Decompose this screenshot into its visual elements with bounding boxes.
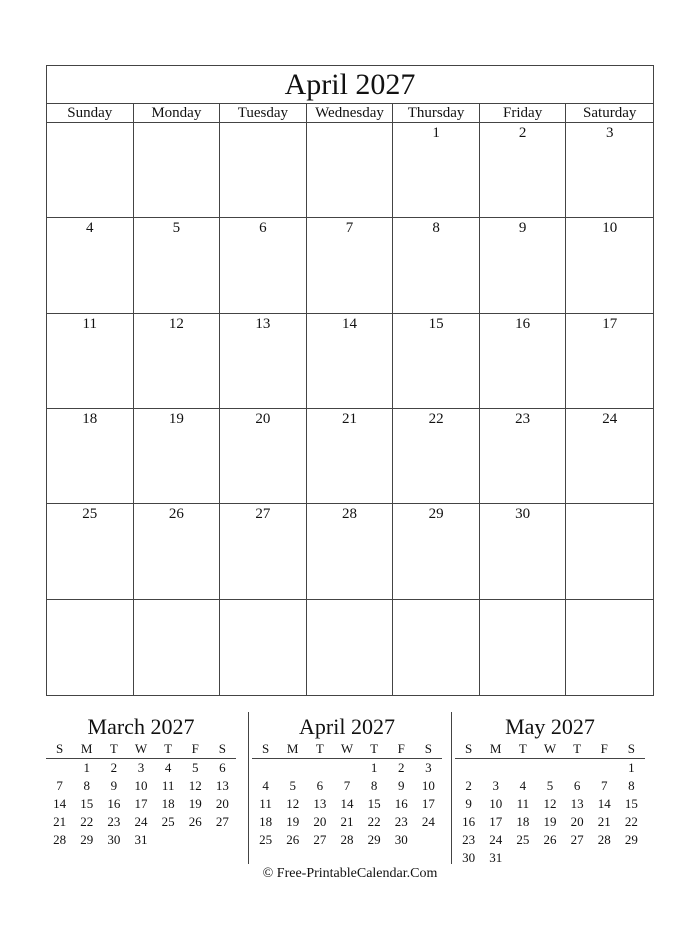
mini-weekday-row	[46, 741, 236, 759]
mini-day: 22	[624, 814, 638, 829]
mini-day: 8	[628, 778, 635, 793]
mini-day: 13	[313, 796, 327, 811]
weekday-label: Tuesday	[220, 104, 307, 122]
day-cell: 15	[393, 314, 480, 409]
mini-day: 8	[83, 778, 90, 793]
mini-day	[415, 831, 442, 849]
mini-weekday-label: S	[424, 741, 433, 756]
mini-weekday-label: M	[489, 741, 502, 756]
mini-day: 25	[516, 832, 530, 847]
mini-day: 9	[110, 778, 118, 793]
mini-weekday-label: S	[261, 741, 270, 756]
mini-day: 30	[107, 832, 121, 847]
mini-day: 20	[215, 796, 229, 811]
day-cell: 10	[566, 218, 653, 313]
mini-day	[333, 759, 360, 777]
day-cell	[220, 123, 307, 218]
day-cell: 1	[393, 123, 480, 218]
day-cell	[47, 600, 134, 695]
mini-day: 11	[161, 778, 175, 793]
mini-day: 4	[519, 778, 527, 793]
mini-day: 7	[601, 778, 608, 793]
mini-day: 19	[286, 814, 300, 829]
main-calendar	[46, 65, 654, 696]
day-cell: 6	[220, 218, 307, 313]
day-cell	[47, 123, 134, 218]
mini-weekday-label: M	[80, 741, 93, 756]
mini-day-grid	[455, 759, 645, 867]
mini-day: 27	[570, 832, 584, 847]
day-cell: 21	[307, 409, 394, 504]
mini-day	[306, 759, 333, 777]
mini-day: 28	[597, 832, 611, 847]
mini-day: 3	[137, 760, 145, 775]
mini-day: 24	[134, 814, 148, 829]
mini-day: 5	[289, 778, 296, 793]
mini-weekday-label: F	[191, 741, 199, 756]
mini-day: 8	[370, 778, 378, 793]
mini-day	[252, 759, 279, 777]
mini-day	[182, 831, 209, 849]
mini-day: 22	[367, 814, 381, 829]
day-cell	[566, 600, 653, 695]
mini-day: 12	[543, 796, 557, 811]
day-cell: 17	[566, 314, 653, 409]
mini-day: 26	[188, 814, 202, 829]
mini-day: 6	[573, 778, 581, 793]
mini-day: 28	[53, 832, 67, 847]
day-cell: 3	[566, 123, 653, 218]
mini-day: 25	[161, 814, 175, 829]
day-cell: 7	[307, 218, 394, 313]
mini-day: 31	[134, 832, 148, 847]
day-cell: 27	[220, 504, 307, 599]
mini-calendar-title: March 2027	[87, 714, 195, 739]
mini-day: 21	[597, 814, 611, 829]
mini-day: 14	[53, 796, 67, 811]
day-grid	[47, 123, 653, 695]
mini-day: 16	[462, 814, 476, 829]
mini-day: 3	[492, 778, 499, 793]
column-divider	[248, 712, 249, 864]
mini-day: 2	[398, 760, 405, 775]
mini-day	[591, 759, 618, 777]
mini-weekday-label: M	[286, 741, 299, 756]
mini-day	[536, 759, 563, 777]
day-cell: 13	[220, 314, 307, 409]
mini-day: 11	[259, 796, 272, 811]
mini-day: 26	[286, 832, 300, 847]
day-cell: 22	[393, 409, 480, 504]
weekday-label: Saturday	[583, 105, 637, 121]
day-cell: 23	[480, 409, 567, 504]
column-divider	[451, 712, 452, 864]
mini-weekday-label: F	[397, 741, 405, 756]
mini-day: 5	[192, 760, 199, 775]
mini-weekday-label: T	[164, 741, 173, 756]
mini-day: 18	[161, 796, 175, 811]
mini-calendar-april	[252, 714, 442, 849]
day-cell	[566, 504, 653, 599]
day-cell: 30	[480, 504, 567, 599]
mini-day	[564, 849, 591, 867]
mini-day: 2	[465, 778, 472, 793]
mini-day: 27	[313, 832, 327, 847]
mini-day: 10	[421, 778, 435, 793]
day-cell: 28	[307, 504, 394, 599]
mini-day	[564, 759, 591, 777]
mini-day: 17	[134, 796, 148, 811]
mini-weekday-label: W	[543, 741, 557, 756]
day-cell: 8	[393, 218, 480, 313]
mini-day: 10	[489, 796, 503, 811]
mini-day: 6	[219, 760, 226, 775]
day-cell	[134, 600, 221, 695]
mini-day: 29	[624, 832, 638, 847]
mini-day: 28	[340, 832, 354, 847]
mini-calendar-title: April 2027	[299, 714, 395, 739]
mini-day: 2	[110, 760, 118, 775]
mini-day: 3	[425, 760, 432, 775]
day-cell: 18	[47, 409, 134, 504]
weekday-label: Wednesday	[307, 104, 394, 122]
mini-weekday-label: S	[627, 741, 636, 756]
day-cell	[307, 123, 394, 218]
mini-day: 11	[516, 796, 530, 811]
mini-day: 20	[570, 814, 584, 829]
day-cell: 16	[480, 314, 567, 409]
mini-day: 13	[570, 796, 584, 811]
day-cell: 24	[566, 409, 653, 504]
mini-day: 26	[543, 832, 557, 847]
weekday-header-row	[47, 104, 653, 123]
weekday-label: Sunday	[47, 104, 134, 122]
day-cell	[393, 600, 480, 695]
mini-weekday-label: S	[464, 741, 473, 756]
mini-day	[209, 831, 236, 849]
mini-day: 14	[340, 796, 354, 811]
mini-day: 7	[56, 778, 63, 793]
mini-day: 12	[188, 778, 202, 793]
mini-day: 17	[489, 814, 503, 829]
mini-day: 30	[394, 832, 408, 847]
mini-calendar-may	[455, 714, 645, 867]
mini-day	[509, 759, 536, 777]
mini-day	[618, 849, 645, 867]
day-cell: 5	[134, 218, 221, 313]
mini-day: 1	[83, 760, 90, 775]
mini-day: 19	[188, 796, 202, 811]
mini-day: 14	[597, 796, 611, 811]
mini-day: 27	[215, 814, 229, 829]
calendar-title: April 2027	[47, 66, 653, 104]
mini-day: 30	[462, 850, 476, 865]
mini-weekday-label: T	[109, 741, 118, 756]
mini-day	[482, 759, 509, 777]
mini-day: 24	[489, 832, 503, 847]
mini-day	[155, 831, 182, 849]
day-cell: 14	[307, 314, 394, 409]
mini-day: 7	[343, 778, 351, 793]
mini-day	[536, 849, 563, 867]
mini-day: 15	[367, 796, 381, 811]
mini-day: 4	[164, 760, 172, 775]
mini-weekday-label: W	[340, 741, 354, 756]
day-cell: 26	[134, 504, 221, 599]
mini-day: 23	[462, 832, 476, 847]
mini-weekday-label: W	[134, 741, 148, 756]
mini-day: 6	[316, 778, 324, 793]
day-cell: 19	[134, 409, 221, 504]
mini-weekday-label: F	[600, 741, 608, 756]
mini-day: 31	[489, 850, 503, 865]
mini-weekday-label: T	[370, 741, 379, 756]
day-cell	[220, 600, 307, 695]
mini-day: 9	[398, 778, 405, 793]
mini-day: 23	[394, 814, 408, 829]
day-cell: 9	[480, 218, 567, 313]
mini-day: 29	[80, 832, 94, 847]
mini-day: 4	[262, 778, 269, 793]
day-cell	[134, 123, 221, 218]
mini-day: 9	[465, 796, 472, 811]
mini-day: 15	[80, 796, 94, 811]
mini-day: 21	[340, 814, 354, 829]
mini-day: 18	[259, 814, 273, 829]
mini-day: 13	[215, 778, 229, 793]
mini-weekday-row	[455, 741, 645, 759]
mini-calendar-march	[46, 714, 236, 849]
mini-weekday-row	[252, 741, 442, 759]
day-cell: 2	[480, 123, 567, 218]
mini-calendar-title: May 2027	[505, 714, 595, 739]
mini-day: 24	[421, 814, 435, 829]
mini-day: 17	[421, 796, 435, 811]
mini-day: 22	[80, 814, 94, 829]
day-cell: 12	[134, 314, 221, 409]
weekday-label: Friday	[480, 104, 567, 122]
mini-day: 29	[367, 832, 381, 847]
day-cell: 25	[47, 504, 134, 599]
weekday-label: Thursday	[393, 104, 480, 122]
mini-day: 12	[286, 796, 300, 811]
mini-day: 23	[107, 814, 121, 829]
mini-weekday-label: T	[573, 741, 582, 756]
day-cell: 11	[47, 314, 134, 409]
footer-copyright: © Free-PrintableCalendar.Com	[262, 866, 438, 881]
day-cell	[480, 600, 567, 695]
mini-day: 1	[370, 760, 378, 775]
mini-day: 1	[628, 760, 635, 775]
mini-day-grid	[252, 759, 442, 849]
mini-weekday-label: S	[218, 741, 227, 756]
mini-day: 5	[546, 778, 554, 793]
weekday-label: Monday	[134, 104, 221, 122]
day-cell: 29	[393, 504, 480, 599]
mini-day: 15	[624, 796, 638, 811]
mini-day: 16	[394, 796, 408, 811]
mini-weekday-label: S	[55, 741, 64, 756]
mini-weekday-label: T	[518, 741, 527, 756]
day-cell: 4	[47, 218, 134, 313]
mini-day	[455, 759, 482, 777]
mini-day-grid	[46, 759, 236, 849]
mini-day: 18	[516, 814, 530, 829]
mini-day	[509, 849, 536, 867]
mini-day	[279, 759, 306, 777]
mini-day: 16	[107, 796, 121, 811]
mini-day: 20	[313, 814, 327, 829]
mini-day	[46, 759, 73, 777]
mini-day: 21	[53, 814, 67, 829]
mini-day: 25	[259, 832, 273, 847]
mini-day	[591, 849, 618, 867]
mini-day: 10	[134, 778, 148, 793]
mini-day: 19	[543, 814, 557, 829]
mini-weekday-label: T	[315, 741, 324, 756]
day-cell	[307, 600, 394, 695]
day-cell: 20	[220, 409, 307, 504]
